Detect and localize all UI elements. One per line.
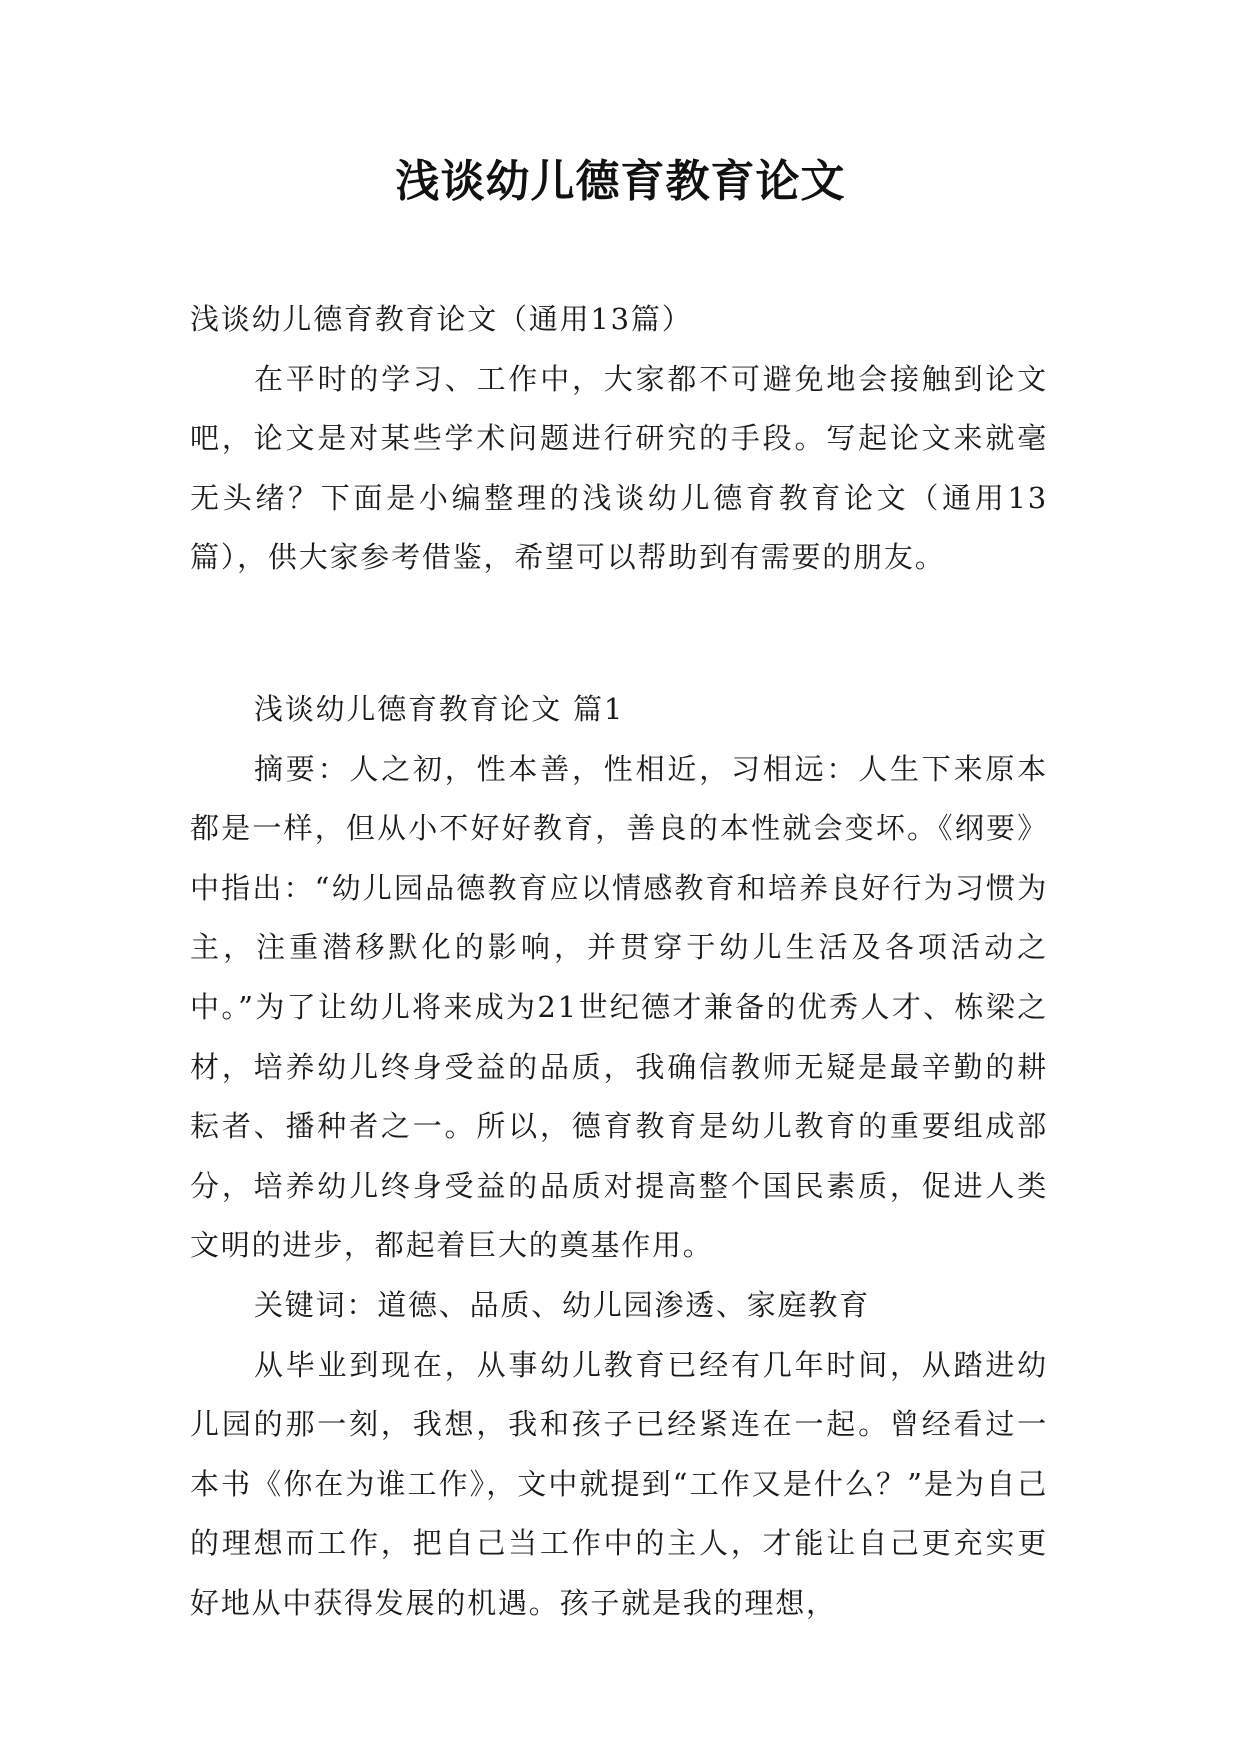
body-paragraph: 从毕业到现在，从事幼儿教育已经有几年时间，从踏进幼儿园的那一刻，我想，我和孩子已经紧连在一起。曾经看过一本书《你在为谁工作》，文中就提到“工作又是什么？”是为自己的理想而工作，把自己当工作中的主人，才能让自己更充实更好地从中获得发展的机遇。孩子就是我的理想，: [190, 1347, 1048, 1620]
section-spacer: [190, 588, 1048, 680]
document-subtitle: 浅谈幼儿德育教育论文（通用13篇）: [190, 302, 693, 336]
keywords-line: 关键词：道德、品质、幼儿园渗透、家庭教育: [254, 1287, 871, 1322]
section-heading: 浅谈幼儿德育教育论文 篇1: [254, 691, 625, 726]
document-body: [190, 290, 1048, 1633]
abstract-paragraph: 摘要：人之初，性本善，性相近，习相远：人生下来原本都是一样，但从小不好好教育，善良的本性就会变坏。《纲要》中指出：“幼儿园品德教育应以情感教育和培养良好行为习惯为主，注重潜移默化的影响，并贯穿于幼儿生活及各项活动之中。”为了让幼儿将来成为21世纪德才兼备的优秀人才、栋梁之材，培养幼儿终身受益的品质，我确信教师无疑是最辛勤的耕耘者、播种者之一。所以，德育教育是幼儿教育的重要组成部分，培养幼儿终身受益的品质对提高整个国民素质，促进人类文明的进步，都起着巨大的奠基作用。: [190, 751, 1048, 1263]
intro-paragraph: 在平时的学习、工作中，大家都不可避免地会接触到论文吧，论文是对某些学术问题进行研究的手段。写起论文来就毫无头绪？下面是小编整理的浅谈幼儿德育教育论文（通用13篇），供大家参考借鉴，希望可以帮助到有需要的朋友。: [190, 361, 1048, 575]
document-title: 浅谈幼儿德育教育论文: [395, 156, 846, 207]
